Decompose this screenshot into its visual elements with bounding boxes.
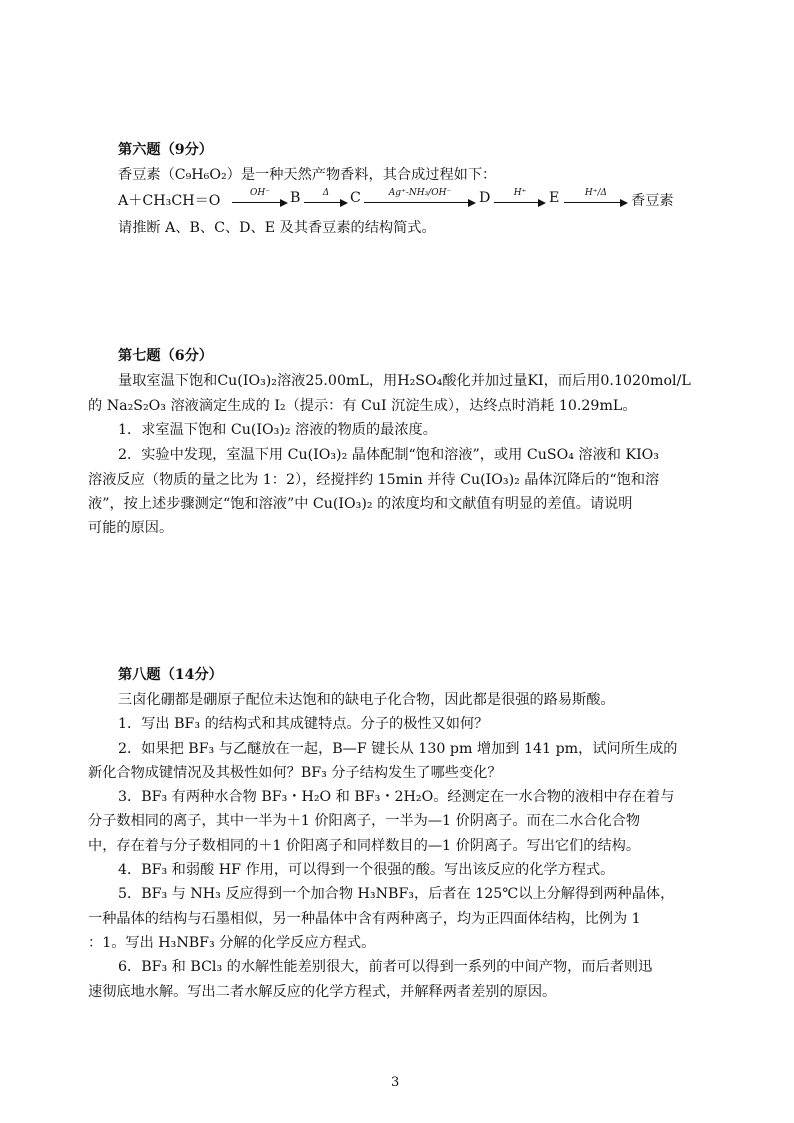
arrow-condition: OH⁻: [250, 188, 270, 198]
reaction-arrow: [564, 190, 628, 212]
question-8-item-3: 3．BF₃ 有两种水合物 BF₃・H₂O 和 BF₃・2H₂O。经测定在一水合物的液相中存在着与: [118, 789, 675, 805]
product-coumarin: 香豆素: [631, 193, 674, 209]
question-8-title: 第八题（14分）: [118, 667, 223, 683]
compound-c: C: [350, 190, 361, 206]
arrow-condition: Δ: [322, 188, 330, 198]
question-8-item-5: ：1。写出 H₃NBF₃ 分解的化学反应方程式。: [88, 935, 376, 951]
compound-e: E: [549, 190, 560, 206]
question-7-item-2: 2．实验中发现，室温下用 Cu(IO₃)₂ 晶体配制“饱和溶液”，或用 CuSO₄ 溶液和 KIO₃: [118, 447, 659, 463]
question-7-item-2: 液”，按上述步骤测定“饱和溶液”中 Cu(IO₃)₂ 的浓度均和文献值有明显的差值。请说明: [88, 496, 633, 512]
question-7-paragraph: 量取室温下饱和Cu(IO₃)₂溶液25.00mL，用H₂SO₄酸化并加过量KI，而后用0.1020mol/L: [118, 373, 691, 389]
question-7-item-2: 溶液反应（物质的量之比为 1：2），经搅拌约 15min 并待 Cu(IO₃)₂ 晶体沉降后的“饱和溶: [88, 472, 660, 488]
question-8-item-6: 6．BF₃ 和 BCl₃ 的水解性能差别很大，前者可以得到一系列的中间产物，而后者则迅: [118, 959, 653, 975]
question-7-item-2: 可能的原因。: [88, 520, 174, 536]
question-7-item-1: 1．求室温下饱和 Cu(IO₃)₂ 溶液的物质的最浓度。: [118, 422, 437, 438]
question-8-item-5: 一种晶体的结构与石墨相似，另一种晶体中含有两种离子，均为正四面体结构，比例为 1: [88, 911, 641, 927]
question-8-item-4: 4．BF₃ 和弱酸 HF 作用，可以得到一个很强的酸。写出该反应的化学方程式。: [118, 862, 615, 878]
question-7-paragraph: 的 Na₂S₂O₃ 溶液滴定生成的 I₂（提示：有 CuI 沉淀生成），达终点时消耗 10.29mL。: [88, 398, 637, 414]
question-6-title: 第六题（9分）: [118, 142, 213, 158]
reaction-arrow: [304, 190, 348, 212]
question-8-item-6: 速彻底地水解。写出二者水解反应的化学方程式，并解释两者差别的原因。: [88, 984, 557, 1000]
compound-b: B: [290, 190, 301, 206]
compound-d: D: [479, 190, 491, 206]
question-8-item-2: 新化合物成键情况及其极性如何？BF₃ 分子结构发生了哪些变化？: [88, 765, 502, 781]
question-8-item-5: 5．BF₃ 与 NH₃ 反应得到一个加合物 H₃NBF₃，后者在 125℃以上分解得到两种晶体，: [118, 886, 675, 902]
reaction-arrow: [494, 190, 546, 212]
page-number: 3: [391, 1075, 400, 1090]
question-8-item-3: 中，存在着与分子数相同的＋1 价阳离子和同样数目的—1 价阴离子。写出它们的结构。: [88, 838, 641, 854]
reactant-a: A＋CH₃CH＝O: [118, 193, 221, 209]
question-7-title: 第七题（6分）: [118, 348, 213, 364]
arrow-condition: H⁺/Δ: [584, 188, 608, 198]
question-6-prompt: 请推断 A、B、C、D、E 及其香豆素的结构简式。: [118, 220, 436, 236]
question-8-item-1: 1．写出 BF₃ 的结构式和其成键特点。分子的极性又如何？: [118, 716, 489, 732]
reaction-arrow: [364, 190, 476, 212]
question-8-item-2: 2．如果把 BF₃ 与乙醚放在一起，B—F 键长从 130 pm 增加到 141 pm，试问所生成的: [118, 741, 678, 757]
question-8-intro: 三卤化硼都是硼原子配位未达饱和的缺电子化合物，因此都是很强的路易斯酸。: [118, 692, 615, 708]
reaction-arrow: [232, 190, 288, 212]
question-8-item-3: 分子数相同的离子，其中一半为＋1 价阳离子，一半为—1 价阴离子。而在二水合化合物: [88, 813, 641, 829]
arrow-condition: H⁺: [513, 188, 527, 198]
arrow-condition: Ag⁺-NH₃/OH⁻: [388, 188, 452, 198]
question-6-intro: 香豆素（C₉H₆O₂）是一种天然产物香料，其合成过程如下：: [118, 167, 497, 183]
